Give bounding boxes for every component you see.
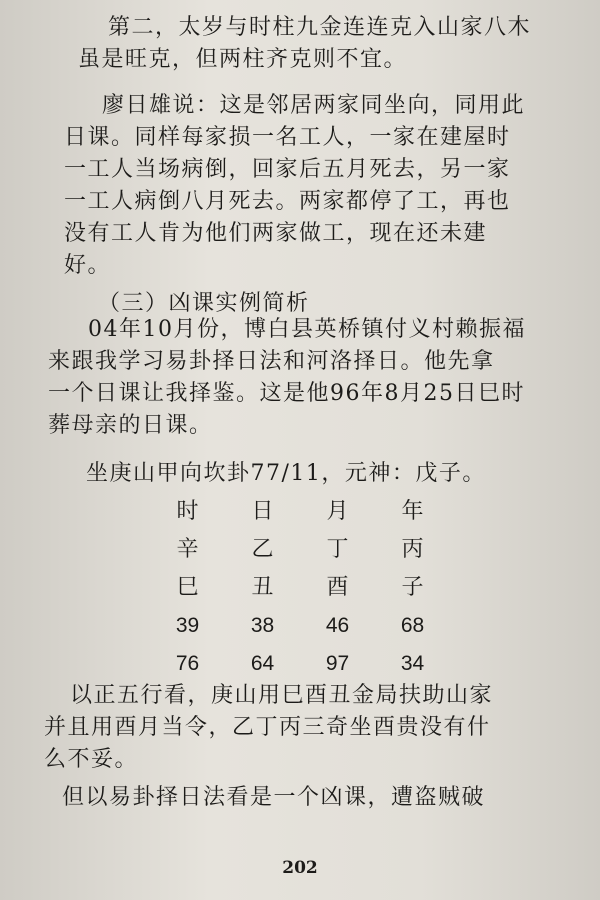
- text-line: 一工人病倒八月死去。两家都停了工，再也: [64, 189, 511, 214]
- text-line: 04年10月份，博白县英桥镇付义村赖振福: [88, 317, 526, 342]
- paragraph-4: [86, 458, 486, 490]
- text-line: 好。: [64, 253, 112, 278]
- table-cell: 76: [175, 652, 200, 675]
- table-cell: 丑: [251, 575, 274, 600]
- table-cell: 64: [250, 652, 275, 675]
- paragraph-1: [78, 12, 531, 76]
- table-cell: 辛: [176, 537, 199, 562]
- table-cell: 46: [325, 614, 350, 637]
- text-line: 葬母亲的日课。: [48, 413, 213, 438]
- page-number: 202: [282, 858, 318, 878]
- text-line: 没有工人肯为他们两家做工，现在还未建: [64, 221, 488, 246]
- text-line: 并且用酉月当令，乙丁丙三奇坐酉贵没有什: [44, 715, 491, 740]
- bazi-table: [150, 495, 450, 681]
- text-line: 一个日课让我择鉴。这是他96年8月25日巳时: [48, 381, 525, 406]
- table-header-cell: 日: [251, 499, 274, 524]
- table-cell: 68: [400, 614, 425, 637]
- table-cell: 丁: [326, 537, 349, 562]
- table-cell: 丙: [401, 537, 424, 562]
- text-line: 以正五行看，庚山用巳酉丑金局扶助山家: [70, 683, 494, 708]
- table-cell: 子: [401, 575, 424, 600]
- table-cell: 34: [400, 652, 425, 675]
- table-cell: 38: [250, 614, 275, 637]
- paragraph-2: [64, 90, 525, 282]
- table-header-cell: 月: [326, 499, 349, 524]
- text-line: 一工人当场病倒，回家后五月死去，另一家: [64, 157, 511, 182]
- table-cell: 酉: [326, 575, 349, 600]
- table-cell: 乙: [251, 537, 274, 562]
- section-heading: （三）凶课实例简析: [98, 291, 310, 316]
- table-cell: 97: [325, 652, 350, 675]
- paragraph-6: [62, 782, 485, 814]
- text-line: 么不妥。: [44, 747, 139, 772]
- text-line: 日课。同样每家损一名工人，一家在建屋时: [64, 125, 511, 150]
- table-header-cell: 年: [401, 499, 424, 524]
- table-cell: 39: [175, 614, 200, 637]
- text-line: 廖日雄说：这是邻居两家同坐向，同用此: [102, 93, 526, 118]
- text-line: 坐庚山甲向坎卦77/11，元神：戊子。: [86, 461, 486, 486]
- text-line: 第二，太岁与时柱九金连连克入山家八木: [108, 15, 532, 40]
- table-header-cell: 时: [176, 499, 199, 524]
- table-cell: 巳: [176, 575, 199, 600]
- paragraph-3: [48, 314, 526, 442]
- paragraph-5: [44, 680, 493, 776]
- text-line: 但以易卦择日法看是一个凶课，遭盗贼破: [62, 785, 486, 810]
- text-line: 来跟我学习易卦择日法和河洛择日。他先拿: [48, 349, 495, 374]
- text-line: 虽是旺克，但两柱齐克则不宜。: [78, 47, 408, 72]
